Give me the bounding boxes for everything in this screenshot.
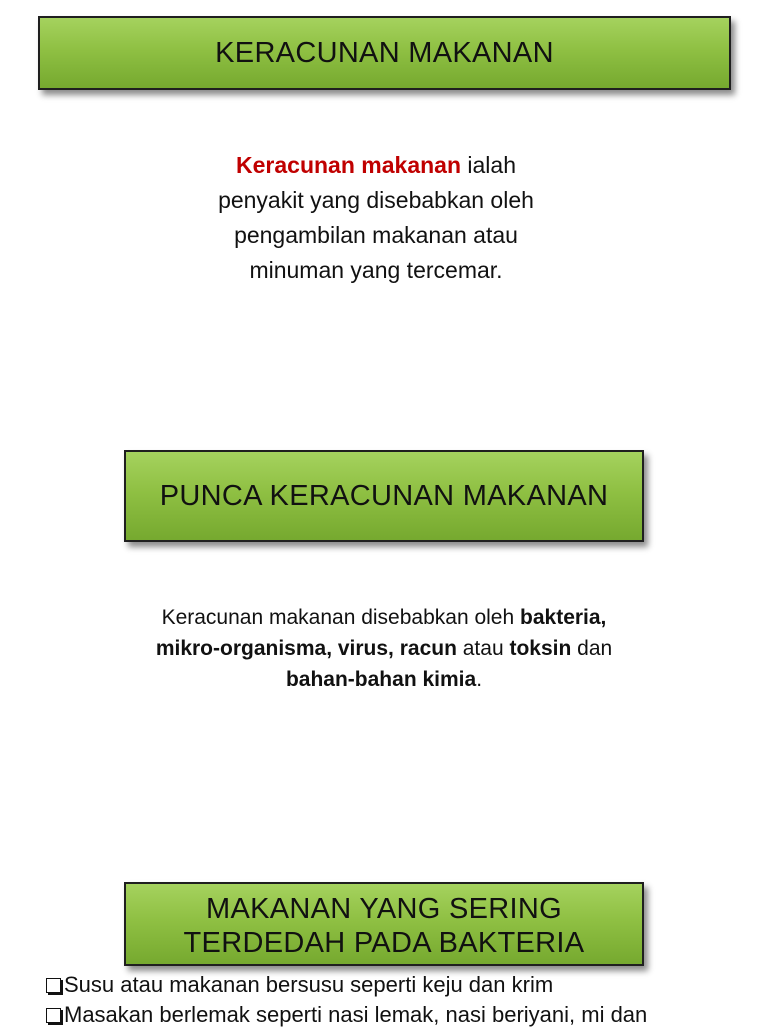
list-item-text: Susu atau makanan bersusu seperti keju dan krim [64,972,554,997]
definition-paragraph [180,148,572,288]
causes-intro: Keracunan makanan disebabkan oleh [161,606,521,629]
causes-paragraph [110,602,658,695]
heading-text: KERACUNAN MAKANAN [215,36,554,69]
causes-period: . [476,668,483,691]
definition-line4: minuman yang tercemar. [249,257,503,283]
definition-line1-rest: ialah [461,152,516,178]
causes-dan: dan [571,637,613,660]
causes-list-bold: mikro-organisma, virus, racun [155,637,457,660]
check-box-icon [46,978,61,993]
causes-bakteria: bakteria, [520,606,607,629]
check-box-icon [46,1008,61,1023]
definition-line2: penyakit yang disebabkan oleh [218,187,534,213]
heading-line1: MAKANAN YANG SERING [206,893,562,925]
heading-punca-keracunan [124,450,644,542]
heading-line2: TERDEDAH PADA BAKTERIA [183,927,585,959]
food-list [46,970,766,1030]
list-item [46,970,766,1000]
list-item-text: Masakan berlemak seperti nasi lemak, nasi beriyani, mi dan [64,1002,648,1027]
causes-atau: atau [456,637,510,660]
definition-line3: pengambilan makanan atau [234,222,518,248]
causes-kimia: bahan-bahan kimia [285,668,477,691]
heading-text: PUNCA KERACUNAN MAKANAN [159,479,609,512]
heading-text [184,892,585,960]
heading-keracunan-makanan [38,16,731,90]
definition-term: Keracunan makanan [236,152,461,178]
causes-toksin: toksin [509,637,572,660]
heading-makanan-sering-terdedah [124,882,644,966]
list-item [46,1000,766,1030]
